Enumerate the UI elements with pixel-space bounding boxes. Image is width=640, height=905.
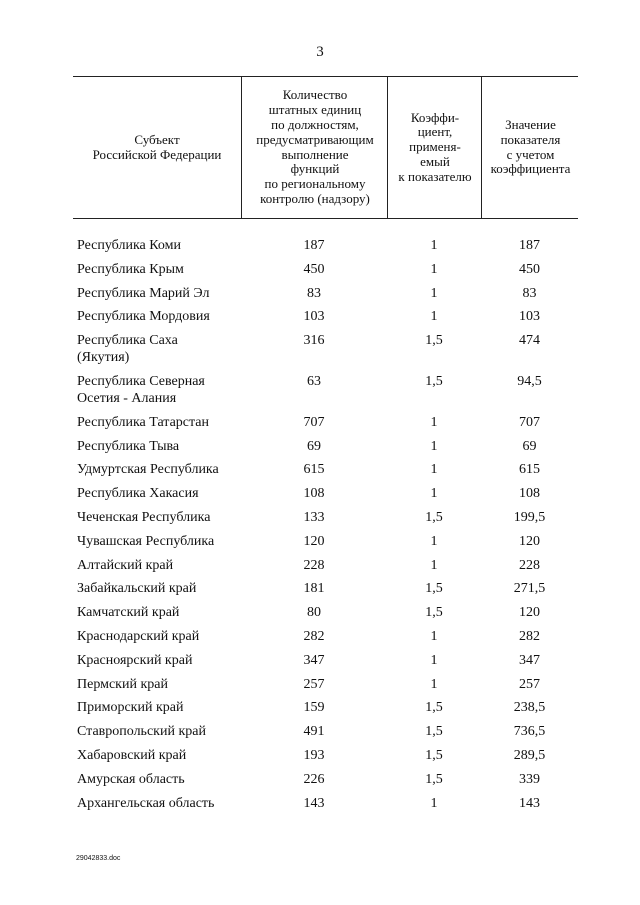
adjusted-value-cell: 615 [519,462,540,478]
adjusted-value-cell: 271,5 [513,581,546,597]
region-cell: Республика Хакасия [77,486,199,502]
coefficient-cell: 1,5 [425,724,443,740]
coefficient-cell: 1,5 [425,605,443,621]
coefficient-cell: 1,5 [425,373,443,389]
region-cell: Чувашская Республика [77,533,215,549]
coefficient-cell: 1 [430,414,438,430]
region-cell: Республика Марий Эл [77,285,210,301]
region-cell: Удмуртская Республика [77,462,219,478]
staff-count-cell: 282 [303,628,325,644]
region-cell: Ставропольский край [77,724,206,740]
staff-count-cell: 143 [303,795,325,811]
coefficient-cell: 1 [430,557,438,573]
adjusted-value-cell: 228 [519,557,540,573]
region-cell: Амурская область [77,771,185,787]
region-cell: Пермский край [77,676,168,692]
region-cell: Республика Татарстан [77,414,210,430]
coefficient-cell: 1 [430,261,438,277]
coefficient-cell: 1 [430,438,438,454]
coefficient-cell: 1 [430,652,438,668]
region-cell: Республика Крым [77,261,184,277]
coefficient-cell: 1 [430,676,438,692]
table-row [73,509,578,526]
coefficient-cell: 1 [430,533,438,549]
coefficient-cell: 1 [430,486,438,502]
region-cell: Республика Тыва [77,438,180,454]
staff-count-cell: 450 [303,261,325,277]
region-cell: Хабаровский край [77,747,187,763]
coefficient-cell: 1 [430,462,438,478]
header-staff-count: Количество штатных единиц по должностям, предусматривающим выполнение функций по региональному контролю (надзору) [241,77,388,218]
staff-count-cell: 69 [307,438,321,454]
coefficient-cell: 1,5 [425,509,443,525]
table-row [73,699,578,716]
table-row [73,373,578,407]
region-cell: Республика Коми [77,238,181,253]
adjusted-value-cell: 347 [519,652,540,668]
staff-count-cell: 347 [303,652,325,668]
adjusted-value-cell: 83 [522,285,537,301]
header-adjusted-value: Значение показателя с учетом коэффициента [481,77,579,218]
table-row [73,332,578,366]
coefficient-cell: 1,5 [425,747,443,763]
table-row [73,795,578,812]
adjusted-value-cell: 339 [519,771,540,787]
header-region: Субъект Российской Федерации [92,131,222,162]
staff-count-cell: 103 [303,309,325,325]
table-row [73,438,578,455]
region-cell: Алтайский край [77,557,174,573]
staff-count-cell: 257 [303,676,325,692]
adjusted-value-cell: 474 [519,333,540,349]
staff-count-cell: 108 [303,486,325,502]
staff-count-cell: 159 [303,700,325,716]
adjusted-value-cell: 238,5 [513,700,546,716]
table-row [73,261,578,278]
coefficient-cell: 1,5 [425,771,443,787]
coefficient-cell: 1 [430,628,438,644]
table-row [73,580,578,597]
table-row [73,723,578,740]
adjusted-value-cell: 289,5 [513,747,546,763]
coefficient-cell: 1,5 [425,700,443,716]
region-cell: Краснодарский край [77,628,200,644]
coefficient-cell: 1,5 [425,581,443,597]
table-row [73,628,578,645]
staff-count-cell: 181 [303,581,325,597]
table-row [73,237,578,254]
staff-count-cell: 228 [303,557,325,573]
page-number: 3 [316,44,324,60]
staff-count-cell: 63 [307,373,321,389]
header-coefficient: Коэффи- циент, применя- емый к показателю [387,77,482,218]
adjusted-value-cell: 199,5 [513,509,546,525]
staff-count-cell: 615 [303,462,325,478]
staff-count-cell: 133 [303,509,325,525]
adjusted-value-cell: 108 [519,486,540,502]
adjusted-value-cell: 94,5 [517,373,542,389]
region-cell: Забайкальский край [77,581,197,597]
staff-count-cell: 707 [303,414,325,430]
table-row [73,414,578,431]
region-cell: Архангельская область [77,795,215,811]
staff-count-cell: 226 [303,771,325,787]
adjusted-value-cell: 707 [519,414,540,430]
region-cell: Красноярский край [77,652,193,668]
table-row [73,771,578,788]
region-cell: Республика Мордовия [77,309,210,325]
adjusted-value-cell: 282 [519,628,540,644]
adjusted-value-cell: 103 [519,309,540,325]
region-cell: Камчатский край [77,605,180,621]
table-header [73,76,578,219]
staff-count-cell: 83 [307,285,321,301]
table-row [73,557,578,574]
table-row [73,652,578,669]
table-row [73,676,578,693]
coefficient-cell: 1 [430,795,438,811]
region-cell: Республика Северная Осетия - Алания [77,373,205,406]
adjusted-value-cell: 69 [522,438,537,454]
adjusted-value-cell: 257 [519,676,540,692]
coefficient-cell: 1 [430,309,438,325]
table-row [73,461,578,478]
staff-count-cell: 187 [303,238,325,253]
adjusted-value-cell: 120 [519,605,540,621]
table-body [73,237,578,812]
table-row [73,533,578,550]
staff-count-cell: 120 [303,533,325,549]
staff-count-cell: 193 [303,747,325,763]
table-row [73,604,578,621]
region-cell: Чеченская Республика [77,509,211,525]
adjusted-value-cell: 143 [519,795,540,811]
staff-count-cell: 316 [303,333,325,349]
coefficient-cell: 1 [430,285,438,301]
region-cell: Республика Саха (Якутия) [77,333,178,366]
table-row [73,485,578,502]
table-row [73,285,578,302]
adjusted-value-cell: 187 [519,238,540,253]
table-row [73,747,578,764]
staff-count-cell: 491 [303,724,325,740]
region-cell: Приморский край [77,700,184,716]
adjusted-value-cell: 120 [519,533,540,549]
staff-count-cell: 80 [307,605,321,621]
coefficient-table [73,76,578,818]
coefficient-cell: 1,5 [425,333,443,349]
adjusted-value-cell: 450 [519,261,540,277]
document-filename: 29042833.doc [76,855,121,862]
table-row [73,308,578,325]
coefficient-cell: 1 [430,238,438,253]
adjusted-value-cell: 736,5 [513,724,546,740]
